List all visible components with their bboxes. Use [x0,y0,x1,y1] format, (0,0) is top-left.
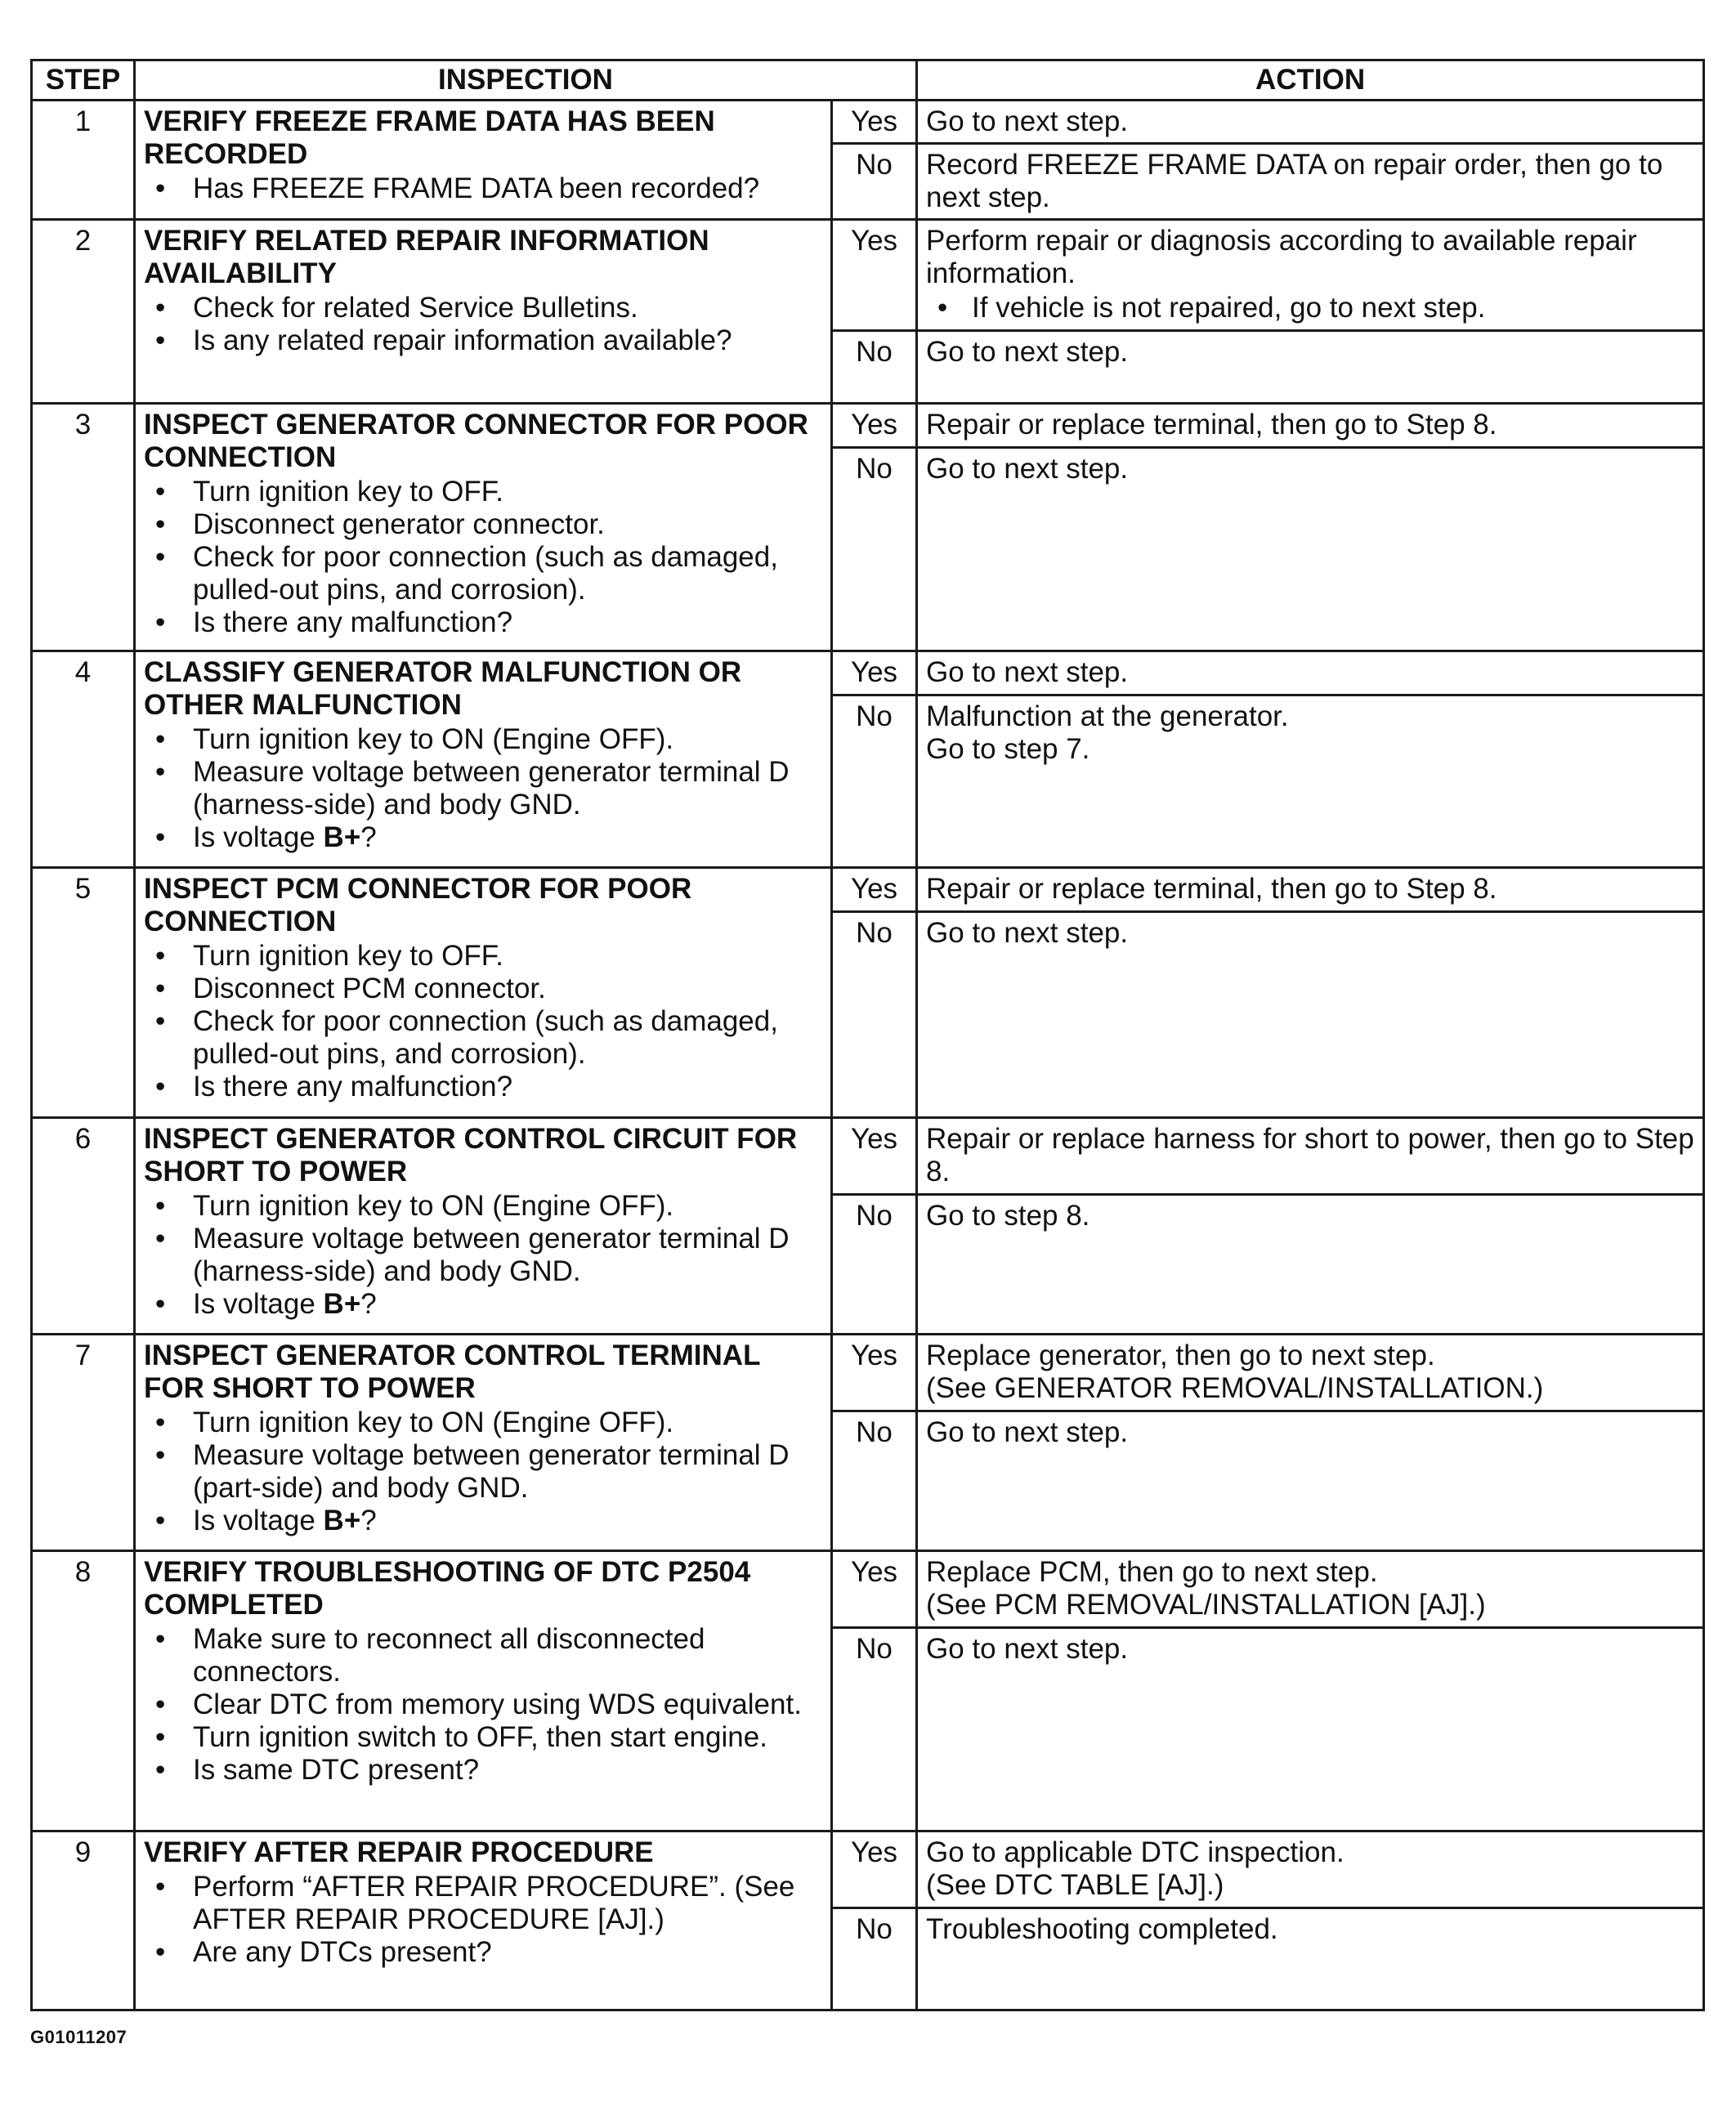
inspection-bullets [144,476,822,639]
yes-action [917,404,1704,448]
inspection-cell [135,651,832,868]
inspection-bullet: • Is any related repair information available? [144,324,822,357]
inspection-bullet: • Clear DTC from memory using WDS equivalent. [144,1688,822,1721]
yes-label: Yes [832,220,917,331]
yes-action-text: Perform repair or diagnosis according to available repair information. [926,225,1637,289]
question-text: Is voltage [193,1288,324,1320]
inspection-bullets [144,172,822,205]
yes-label: Yes [832,1551,917,1628]
no-action [917,331,1704,404]
yes-action-text: Repair or replace terminal, then go to Step 8. [926,873,1497,905]
step-row [32,1551,1704,1628]
inspection-bullet: • Check for related Service Bulletins. [144,292,822,324]
question-bold-value: B+ [323,1288,361,1320]
inspection-bullet: • Measure voltage between generator terminal D (harness-side) and body GND. [144,1223,822,1288]
question-suffix: ? [360,1288,377,1320]
inspection-title: INSPECT PCM CONNECTOR FOR POOR CONNECTION [144,873,692,937]
inspection-title: INSPECT GENERATOR CONNECTOR FOR POOR CONNECTION [144,409,808,473]
no-action-text: Go to next step. [926,453,1129,485]
inspection-bullets [144,940,822,1103]
step-number: 7 [32,1335,135,1551]
no-action-text: Record FREEZE FRAME DATA on repair order, then go to next step. [926,149,1663,213]
troubleshooting-table [30,59,1705,2011]
step-row [32,651,1704,695]
yes-action-text: Replace generator, then go to next step. [926,1340,1435,1371]
figure-code: G01011207 [30,2027,128,2047]
yes-action [917,868,1704,912]
yes-label: Yes [832,651,917,695]
inspection-bullet: • Measure voltage between generator terminal D (harness-side) and body GND. [144,756,822,821]
inspection-bullet: • Perform “AFTER REPAIR PROCEDURE”. (See AFTER REPAIR PROCEDURE [AJ].) [144,1871,822,1936]
yes-action [917,1118,1704,1195]
yes-action [917,651,1704,695]
question-suffix: ? [360,821,377,853]
yes-action [917,101,1704,144]
yes-action-text: Repair or replace harness for short to power, then go to Step 8. [926,1123,1694,1187]
no-action [917,448,1704,651]
step-row [32,404,1704,448]
step-row [32,220,1704,331]
no-action-text: Go to next step. [926,336,1129,368]
no-action [917,695,1704,868]
yes-label: Yes [832,1831,917,1908]
step-number: 6 [32,1118,135,1335]
inspection-cell [135,1335,832,1551]
inspection-bullet: • Make sure to reconnect all disconnected connectors. [144,1623,822,1688]
no-label: No [832,144,917,220]
inspection-bullet: • Is there any malfunction? [144,1071,822,1103]
inspection-cell [135,1831,832,2010]
no-label: No [832,695,917,868]
header-step: STEP [32,60,135,101]
step-row [32,868,1704,912]
inspection-bullet: • Measure voltage between generator terminal D (part-side) and body GND. [144,1439,822,1505]
no-action-text: Go to next step. [926,1416,1129,1448]
step-number: 9 [32,1831,135,2010]
inspection-bullet: • Turn ignition switch to OFF, then start engine. [144,1721,822,1754]
no-label: No [832,1195,917,1335]
inspection-cell [135,220,832,404]
inspection-bullet: • Turn ignition key to ON (Engine OFF). [144,1407,822,1439]
inspection-cell [135,404,832,651]
no-action [917,1411,1704,1551]
inspection-bullet: • Disconnect PCM connector. [144,973,822,1005]
inspection-bullet: • Is same DTC present? [144,1754,822,1787]
yes-action-bullets [926,292,1694,324]
question-suffix: ? [360,1505,377,1536]
yes-action [917,220,1704,331]
yes-action-text: Repair or replace terminal, then go to Step 8. [926,409,1497,441]
step-row [32,1831,1704,1908]
inspection-title: VERIFY AFTER REPAIR PROCEDURE [144,1836,654,1868]
yes-label: Yes [832,1335,917,1411]
inspection-title: INSPECT GENERATOR CONTROL CIRCUIT FOR SHORT TO POWER [144,1123,798,1187]
step-row [32,1335,1704,1411]
inspection-cell [135,1551,832,1831]
inspection-bullet: • Has FREEZE FRAME DATA been recorded? [144,172,822,205]
question-bold-value: B+ [323,821,361,853]
inspection-cell [135,868,832,1118]
no-label: No [832,1411,917,1551]
no-label: No [832,331,917,404]
yes-action-text: Go to applicable DTC inspection. [926,1836,1345,1868]
inspection-bullet: • Check for poor connection (such as damaged, pulled-out pins, and corrosion). [144,1005,822,1071]
inspection-bullet: • Disconnect generator connector. [144,508,822,541]
no-action-text: Go to step 8. [926,1200,1090,1232]
step-row [32,1118,1704,1195]
inspection-title: INSPECT GENERATOR CONTROL TERMINAL FOR SHORT TO POWER [144,1340,760,1404]
yes-action-reference: (See PCM REMOVAL/INSTALLATION [AJ].) [926,1589,1486,1621]
yes-action-text: Go to next step. [926,656,1129,688]
yes-label: Yes [832,101,917,144]
inspection-title: VERIFY FREEZE FRAME DATA HAS BEEN RECORDED [144,105,715,170]
inspection-bullets [144,1871,822,1969]
step-number: 5 [32,868,135,1118]
inspection-bullets [144,292,822,357]
table-body [32,101,1704,2010]
inspection-bullets [144,1190,822,1321]
question-text: Is voltage [193,821,324,853]
inspection-bullet: • Is there any malfunction? [144,606,822,639]
inspection-bullet: • Check for poor connection (such as damaged, pulled-out pins, and corrosion). [144,541,822,606]
step-number: 2 [32,220,135,404]
no-label: No [832,912,917,1118]
yes-action [917,1551,1704,1628]
inspection-bullets [144,1407,822,1537]
yes-action-reference: (See GENERATOR REMOVAL/INSTALLATION.) [926,1372,1544,1404]
no-action [917,1195,1704,1335]
header-inspection: INSPECTION [135,60,917,101]
inspection-bullet: • Turn ignition key to ON (Engine OFF). [144,723,822,756]
no-action-text: Go to next step. [926,917,1129,949]
yes-action-text: Go to next step. [926,105,1129,137]
inspection-question [144,821,822,854]
no-action-text: Troubleshooting completed. [926,1913,1278,1945]
no-action-text: Malfunction at the generator. [926,700,1289,732]
inspection-cell [135,1118,832,1335]
yes-label: Yes [832,404,917,448]
inspection-cell [135,101,832,220]
yes-action-bullet: • If vehicle is not repaired, go to next step. [926,292,1694,324]
no-label: No [832,1908,917,2010]
inspection-bullet: • Turn ignition key to ON (Engine OFF). [144,1190,822,1223]
inspection-title: VERIFY TROUBLESHOOTING OF DTC P2504 COMPLETED [144,1556,751,1621]
step-number: 4 [32,651,135,868]
no-action-text: Go to next step. [926,1633,1129,1665]
inspection-question [144,1288,822,1321]
question-text: Is voltage [193,1505,324,1536]
inspection-bullet: • Turn ignition key to OFF. [144,940,822,973]
inspection-bullet: • Turn ignition key to OFF. [144,476,822,508]
inspection-title: CLASSIFY GENERATOR MALFUNCTION OR OTHER MALFUNCTION [144,656,742,721]
step-number: 3 [32,404,135,651]
inspection-bullets [144,1623,822,1787]
no-action [917,144,1704,220]
no-action [917,1628,1704,1831]
no-action-text-2: Go to step 7. [926,733,1090,765]
no-label: No [832,1628,917,1831]
question-bold-value: B+ [323,1505,361,1536]
yes-label: Yes [832,1118,917,1195]
yes-action [917,1831,1704,1908]
step-row [32,101,1704,144]
yes-action-reference: (See DTC TABLE [AJ].) [926,1869,1224,1901]
no-action [917,912,1704,1118]
no-action [917,1908,1704,2010]
yes-label: Yes [832,868,917,912]
table-header-row [32,60,1704,101]
header-action: ACTION [917,60,1704,101]
yes-action [917,1335,1704,1411]
inspection-question [144,1505,822,1537]
step-number: 1 [32,101,135,220]
inspection-bullet: • Are any DTCs present? [144,1936,822,1969]
step-number: 8 [32,1551,135,1831]
no-label: No [832,448,917,651]
inspection-bullets [144,723,822,854]
inspection-title: VERIFY RELATED REPAIR INFORMATION AVAILABILITY [144,225,709,289]
yes-action-text: Replace PCM, then go to next step. [926,1556,1378,1588]
